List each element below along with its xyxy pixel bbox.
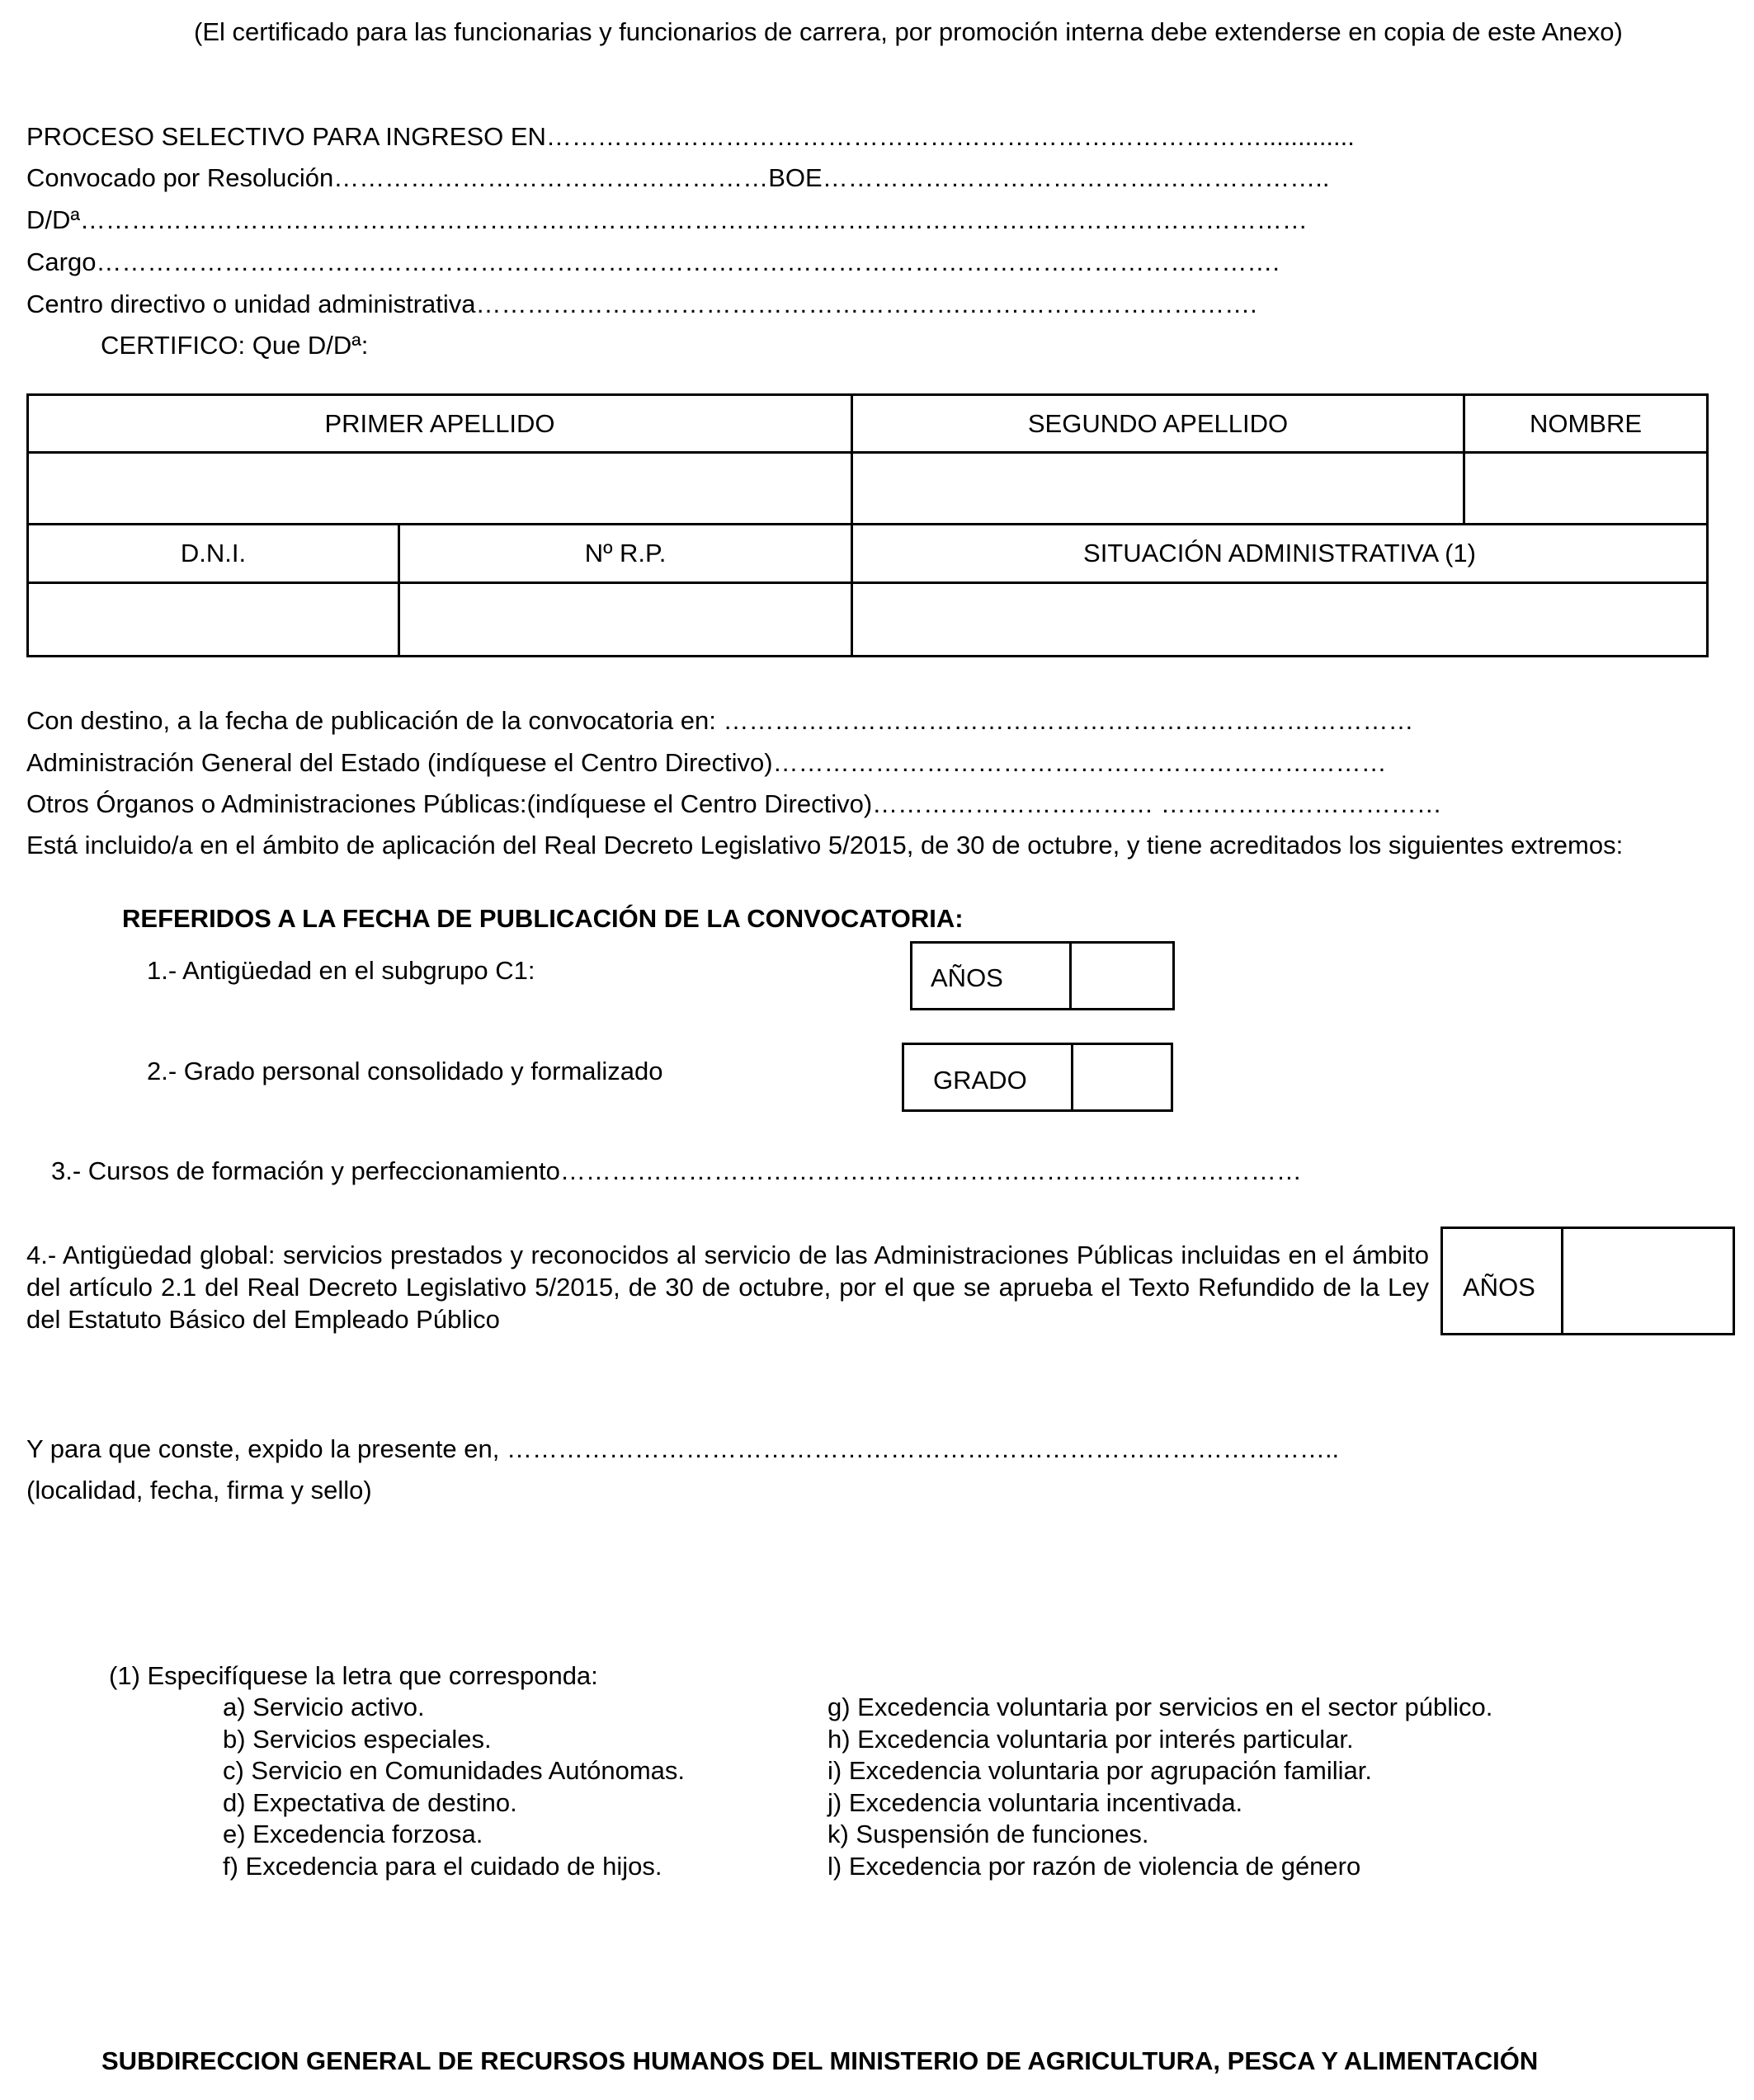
- administracion-estado-line[interactable]: Administración General del Estado (indíquese el Centro Directivo)………………………………………………………………: [26, 748, 1387, 777]
- localidad-fecha-label: (localidad, fecha, firma y sello): [26, 1476, 372, 1504]
- antiguedad-global-text: 4.- Antigüedad global: servicios prestados y reconocidos al servicio de las Administraciones Públicas incluidas en el ámbito del artículo 2.1 del Real Decreto Legislativo 5/2015, de 30 de octubre, por el que se aprueba el Texto Refundido de la Ley del Estatuto Básico del Empleado Público: [26, 1241, 1429, 1334]
- header-note: (El certificado para las funcionarias y funcionarios de carrera, por promoción interna debe extenderse en copia de este Anexo): [194, 17, 1623, 46]
- antiguedad-subgrupo-label: 1.- Antigüedad en el subgrupo C1:: [147, 956, 535, 985]
- ambito-aplicacion-line: Está incluido/a en el ámbito de aplicación del Real Decreto Legislativo 5/2015, de 30 de octubre, y tiene acreditados los siguientes extremos:: [26, 831, 1624, 859]
- list-item: g) Excedencia voluntaria por servicios en el sector público.: [827, 1693, 1493, 1721]
- anos-input[interactable]: [1072, 944, 1172, 1008]
- dni-header: D.N.I.: [26, 523, 400, 584]
- situacion-header: SITUACIÓN ADMINISTRATIVA (1): [851, 523, 1709, 584]
- list-item: k) Suspensión de funciones.: [827, 1820, 1149, 1848]
- nombre-header: NOMBRE: [1463, 393, 1709, 454]
- grado-input[interactable]: [1073, 1045, 1171, 1109]
- grado-label: GRADO: [933, 1066, 1027, 1095]
- anos-label: AÑOS: [931, 963, 1003, 992]
- proceso-selectivo-field[interactable]: PROCESO SELECTIVO PARA INGRESO EN………………………………………………………………………….............: [26, 122, 1355, 151]
- referidos-heading: REFERIDOS A LA FECHA DE PUBLICACIÓN DE LA CONVOCATORIA:: [122, 904, 964, 933]
- primer-apellido-input[interactable]: [26, 451, 853, 525]
- cursos-formacion-line[interactable]: 3.- Cursos de formación y perfeccionamiento……………………………………………………………………………: [51, 1156, 1302, 1185]
- dd-field[interactable]: D/Dª………………………………………………………………………………………………………………………………: [26, 205, 1308, 234]
- convocado-field[interactable]: Convocado por Resolución……………………………………………BOE………………………………….………………..: [26, 163, 1330, 192]
- footnote-left-list: [223, 1692, 685, 1882]
- primer-apellido-header: PRIMER APELLIDO: [26, 393, 853, 454]
- grado-personal-label: 2.- Grado personal consolidado y formalizado: [147, 1057, 663, 1085]
- list-item: d) Expectativa de destino.: [223, 1787, 517, 1817]
- nrp-header: Nº R.P.: [398, 523, 853, 584]
- footnote-right-list: [827, 1692, 1492, 1882]
- list-item: h) Excedencia voluntaria por interés particular.: [827, 1724, 1354, 1754]
- cargo-field[interactable]: Cargo………………………………………………………………………………………………………………………….: [26, 247, 1280, 276]
- situacion-input[interactable]: [851, 582, 1709, 657]
- footer-subdireccion: SUBDIRECCION GENERAL DE RECURSOS HUMANOS DEL MINISTERIO DE AGRICULTURA, PESCA Y ALIMENTACIÓN: [101, 2046, 1539, 2075]
- list-item: a) Servicio activo.: [223, 1693, 425, 1721]
- certifico-label: CERTIFICO: Que D/Dª:: [101, 331, 369, 360]
- list-item: b) Servicios especiales.: [223, 1724, 492, 1754]
- list-item: j) Excedencia voluntaria incentivada.: [827, 1787, 1243, 1817]
- anos-global-input[interactable]: [1563, 1229, 1733, 1333]
- footnote-title: (1) Especifíquese la letra que corresponda:: [109, 1661, 598, 1690]
- segundo-apellido-input[interactable]: [851, 451, 1465, 525]
- destino-line[interactable]: Con destino, a la fecha de publicación de la convocatoria en: ………………………………………………………………………: [26, 706, 1414, 735]
- dni-input[interactable]: [26, 582, 400, 657]
- expido-line[interactable]: Y para que conste, expido la presente en, ……………………………………………………………………………………..: [26, 1434, 1340, 1463]
- otros-organos-line[interactable]: Otros Órganos o Administraciones Públicas:(indíquese el Centro Directivo)…………………………… ……………………………: [26, 789, 1442, 818]
- nrp-input[interactable]: [398, 582, 853, 657]
- list-item: c) Servicio en Comunidades Autónomas.: [223, 1756, 686, 1785]
- list-item: e) Excedencia forzosa.: [223, 1820, 483, 1848]
- nombre-input[interactable]: [1463, 451, 1709, 525]
- list-item: i) Excedencia voluntaria por agrupación familiar.: [827, 1756, 1372, 1785]
- list-item: f) Excedencia para el cuidado de hijos.: [223, 1851, 662, 1881]
- anos-global-label: AÑOS: [1463, 1273, 1535, 1302]
- segundo-apellido-header: SEGUNDO APELLIDO: [851, 393, 1465, 454]
- list-item: l) Excedencia por razón de violencia de género: [827, 1851, 1361, 1881]
- centro-directivo-field[interactable]: Centro directivo o unidad administrativa………………………………………………….…………………………….: [26, 290, 1257, 318]
